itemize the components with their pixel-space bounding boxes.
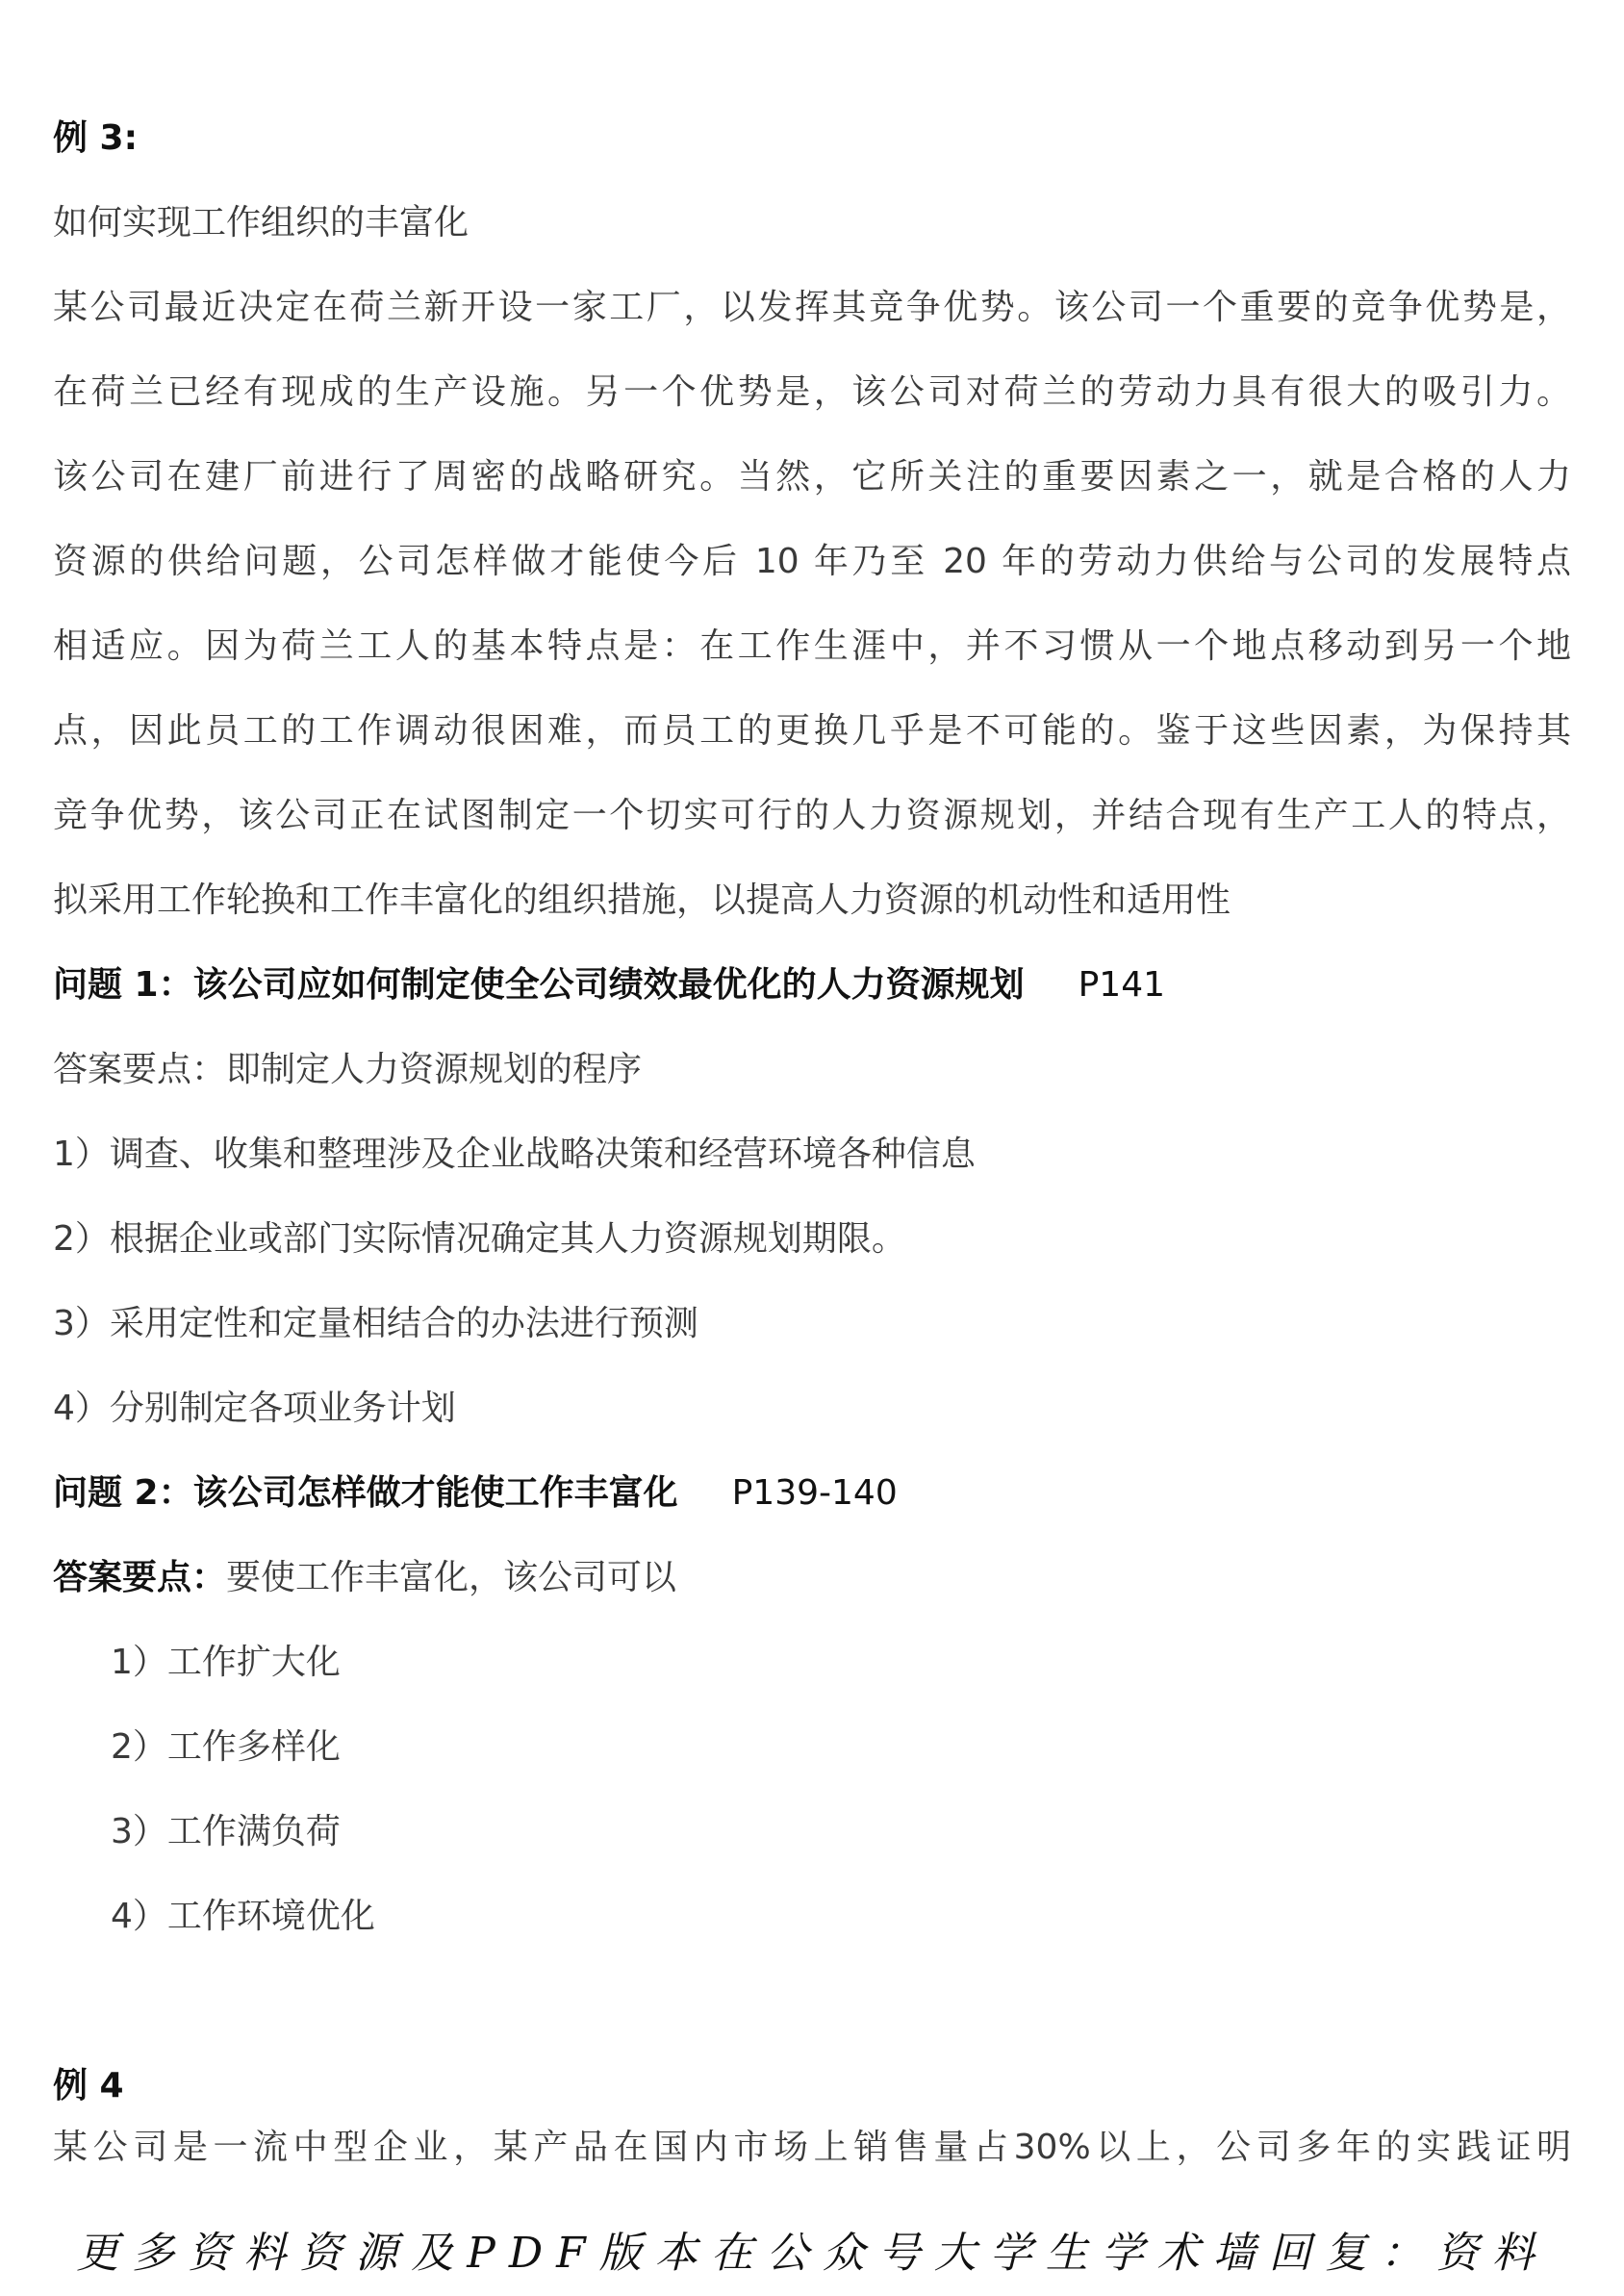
question-2-answer-item: 1）工作扩大化 [111,1643,341,1682]
question-1-text: 问题 1：该公司应如何制定使全公司绩效最优化的人力资源规划 [53,965,1025,1005]
answer-intro-text: 要使工作丰富化，该公司可以 [226,1558,677,1597]
example4-partial-text: 某公司是一流中型企业，某产品在国内市场上销售量占30%以上，公司多年的实践证明 [53,2129,1571,2165]
question-1-page-ref: P141 [1078,965,1166,1005]
case-line: 点，因此员工的工作调动很困难，而员工的更换几乎是不可能的。鉴于这些因素，为保持其 [53,711,1571,751]
example4-heading: 例 4 [53,2066,124,2105]
example4-partial-line [53,2129,1571,2165]
document-page [53,96,1571,2165]
question-2-answer-item: 3）工作满负荷 [111,1812,341,1851]
case-line: 拟采用工作轮换和工作丰富化的组织措施，以提高人力资源的机动性和适用性 [53,880,1231,920]
case-line: 竞争优势，该公司正在试图制定一个切实可行的人力资源规划，并结合现有生产工人的特点， [53,796,1571,835]
question-1-answer-item: 1）调查、收集和整理涉及企业战略决策和经营环境各种信息 [53,1135,976,1174]
question-2-text: 问题 2：该公司怎样做才能使工作丰富化 [53,1473,678,1513]
question-1-answer-item: 3）采用定性和定量相结合的办法进行预测 [53,1304,698,1343]
case-line: 某公司最近决定在荷兰新开设一家工厂，以发挥其竞争优势。该公司一个重要的竞争优势是， [53,288,1571,327]
question-1 [53,943,1571,1028]
question-2-page-ref: P139-140 [731,1473,898,1513]
footer-watermark: 更多资料资源及PDF版本在公众号大学生学术墙回复：资料 [76,2229,1548,2278]
example3-heading: 例 3: [53,118,138,158]
question-2 [53,1451,1571,1536]
section-spacer [53,1959,1571,2044]
case-line: 在荷兰已经有现成的生产设施。另一个优势是，该公司对荷兰的劳动力具有很大的吸引力。 [53,372,1571,412]
answer-label: 答案要点： [53,1558,227,1597]
question-1-answer-item: 2）根据企业或部门实际情况确定其人力资源规划期限。 [53,1219,906,1259]
case-line: 资源的供给问题，公司怎样做才能使今后 10 年乃至 20 年的劳动力供给与公司的发展特点 [53,542,1571,581]
question-2-answer-item: 2）工作多样化 [111,1727,341,1767]
case-line: 相适应。因为荷兰工人的基本特点是：在工作生涯中，并不习惯从一个地点移动到另一个地 [53,626,1571,666]
question-2-answer-intro [53,1536,1571,1620]
case-description [53,266,1571,943]
question-1-answer-item: 4）分别制定各项业务计划 [53,1389,456,1428]
example3-title: 如何实现工作组织的丰富化 [53,203,469,242]
question-2-answer-item: 4）工作环境优化 [111,1897,375,1936]
case-line: 该公司在建厂前进行了周密的战略研究。当然，它所关注的重要因素之一，就是合格的人力 [53,457,1571,497]
question-1-answer-intro: 答案要点：即制定人力资源规划的程序 [53,1050,643,1089]
